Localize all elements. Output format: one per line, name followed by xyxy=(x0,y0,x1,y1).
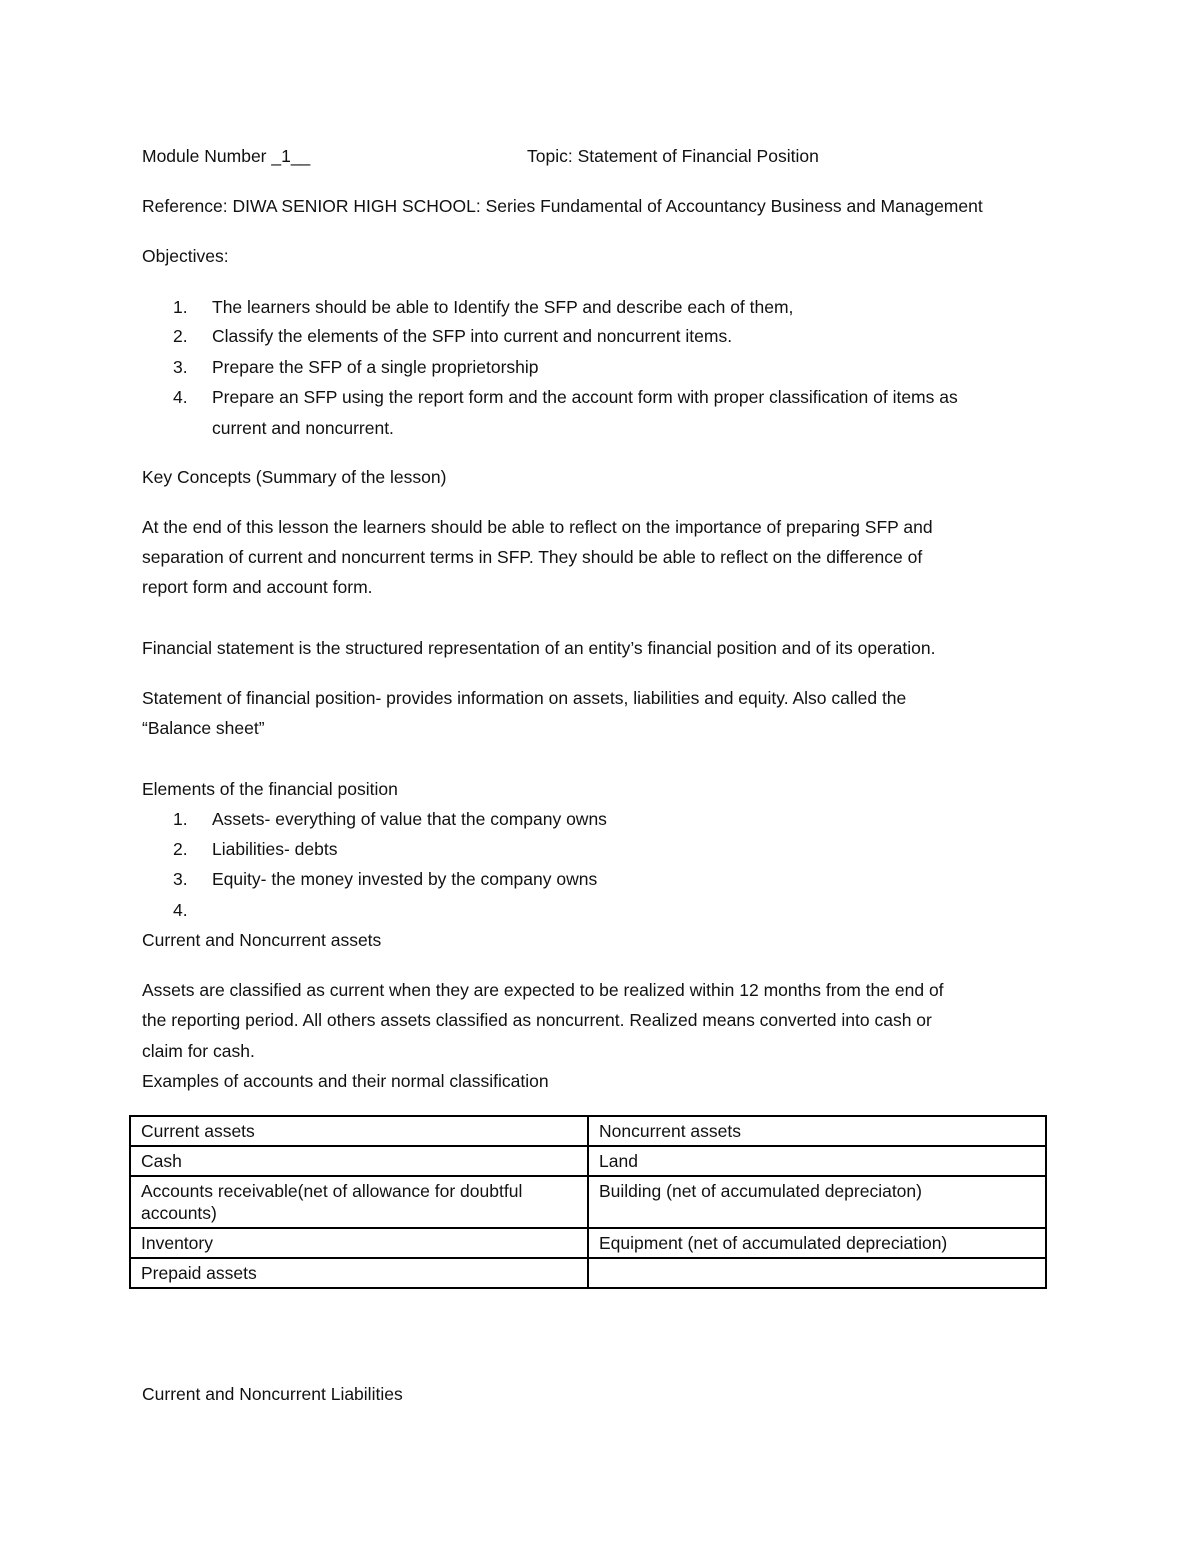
objective-item: Prepare an SFP using the report form and the account form with proper classification of items as xyxy=(212,387,958,407)
key-concepts-line: report form and account form. xyxy=(142,577,373,597)
key-concepts-heading: Key Concepts (Summary of the lesson) xyxy=(142,467,447,487)
table-cell: Accounts receivable(net of allowance for doubtful accounts) xyxy=(130,1176,588,1228)
table-row xyxy=(130,1258,1046,1288)
objective-item-continued: current and noncurrent. xyxy=(212,418,394,438)
objective-number: 1. xyxy=(173,297,188,317)
table-cell: Prepaid assets xyxy=(130,1258,588,1288)
sfp-definition-line: “Balance sheet” xyxy=(142,718,265,738)
table-cell: Inventory xyxy=(130,1228,588,1258)
assets-paragraph-line: the reporting period. All others assets classified as noncurrent. Realized means converted into cash or xyxy=(142,1010,932,1030)
table-cell: Cash xyxy=(130,1146,588,1176)
table-cell: Building (net of accumulated depreciaton) xyxy=(588,1176,1046,1228)
table-row xyxy=(130,1176,1046,1228)
objectives-heading: Objectives: xyxy=(142,246,229,266)
table-cell: Land xyxy=(588,1146,1046,1176)
elements-heading: Elements of the financial position xyxy=(142,779,398,799)
examples-heading: Examples of accounts and their normal classification xyxy=(142,1071,549,1091)
key-concepts-line: At the end of this lesson the learners should be able to reflect on the importance of preparing SFP and xyxy=(142,517,933,537)
liabilities-heading: Current and Noncurrent Liabilities xyxy=(142,1384,403,1404)
reference-line: Reference: DIWA SENIOR HIGH SCHOOL: Series Fundamental of Accountancy Business and Management xyxy=(142,196,983,216)
element-number: 3. xyxy=(173,869,188,889)
element-item: Assets- everything of value that the company owns xyxy=(212,809,607,829)
objective-item: The learners should be able to Identify the SFP and describe each of them, xyxy=(212,297,794,317)
topic-title: Topic: Statement of Financial Position xyxy=(527,146,819,166)
assets-paragraph-line: claim for cash. xyxy=(142,1041,255,1061)
current-noncurrent-assets-heading: Current and Noncurrent assets xyxy=(142,930,382,950)
table-row xyxy=(130,1146,1046,1176)
table-cell: Current assets xyxy=(130,1116,588,1146)
objective-number: 3. xyxy=(173,357,188,377)
objective-number: 4. xyxy=(173,387,188,407)
element-number: 2. xyxy=(173,839,188,859)
objective-item: Prepare the SFP of a single proprietorship xyxy=(212,357,539,377)
element-number: 4. xyxy=(173,900,188,920)
sfp-definition-line: Statement of financial position- provides information on assets, liabilities and equity. Also called the xyxy=(142,688,907,708)
objective-number: 2. xyxy=(173,326,188,346)
element-item: Equity- the money invested by the company owns xyxy=(212,869,598,889)
financial-statement-definition: Financial statement is the structured representation of an entity’s financial position and of its operation. xyxy=(142,638,936,658)
assets-paragraph-line: Assets are classified as current when they are expected to be realized within 12 months from the end of xyxy=(142,980,944,1000)
table-cell xyxy=(588,1258,1046,1288)
table-cell: Equipment (net of accumulated depreciation) xyxy=(588,1228,1046,1258)
objective-item: Classify the elements of the SFP into current and noncurrent items. xyxy=(212,326,733,346)
table-cell: Noncurrent assets xyxy=(588,1116,1046,1146)
table-row xyxy=(130,1116,1046,1146)
element-number: 1. xyxy=(173,809,188,829)
element-item: Liabilities- debts xyxy=(212,839,338,859)
module-number: Module Number _1__ xyxy=(142,146,311,166)
table-row xyxy=(130,1228,1046,1258)
key-concepts-line: separation of current and noncurrent terms in SFP. They should be able to reflect on the difference of xyxy=(142,547,923,567)
asset-classification-table xyxy=(129,1115,1047,1289)
